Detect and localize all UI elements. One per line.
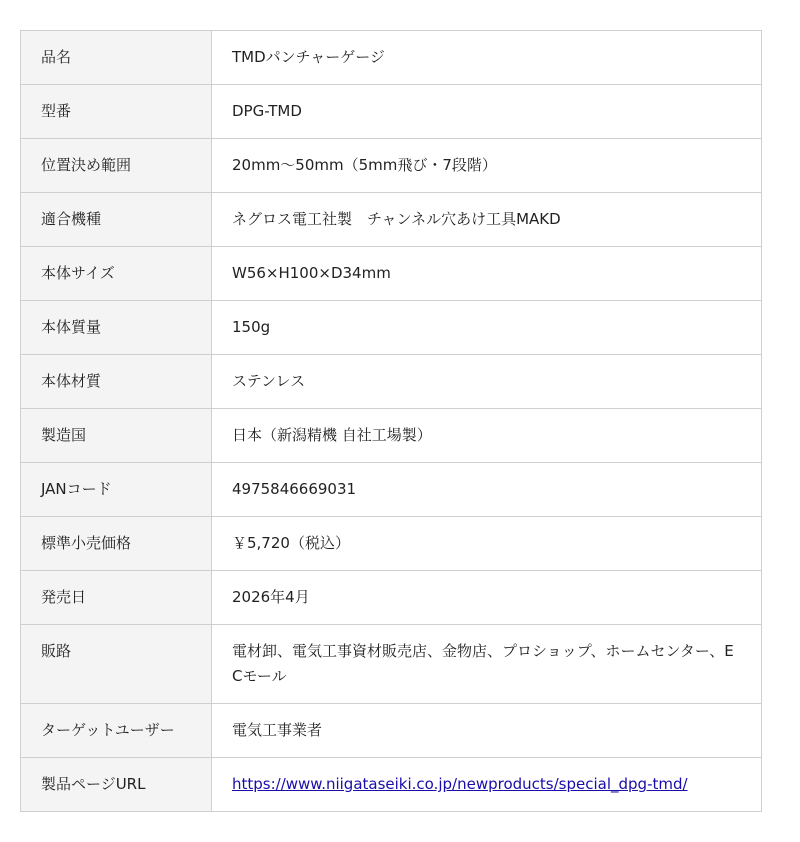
table-row — [21, 758, 762, 812]
table-row — [21, 355, 762, 409]
row-label: 販路 — [21, 625, 212, 704]
product-page-link[interactable]: https://www.niigataseiki.co.jp/newproducts/special_dpg-tmd/ — [232, 775, 688, 793]
row-label: 本体材質 — [21, 355, 212, 409]
row-value: 日本（新潟精機 自社工場製） — [212, 409, 762, 463]
row-value: ￥5,720（税込） — [212, 517, 762, 571]
row-value: 電気工事業者 — [212, 704, 762, 758]
row-label: 製造国 — [21, 409, 212, 463]
table-row — [21, 625, 762, 704]
table-row — [21, 31, 762, 85]
row-label: 本体質量 — [21, 301, 212, 355]
table-row — [21, 517, 762, 571]
row-label: 適合機種 — [21, 193, 212, 247]
row-value: 4975846669031 — [212, 463, 762, 517]
row-label: JANコード — [21, 463, 212, 517]
product-spec-table — [20, 30, 762, 812]
row-value: 20mm～50mm（5mm飛び・7段階） — [212, 139, 762, 193]
table-row — [21, 85, 762, 139]
table-row — [21, 704, 762, 758]
row-label: 品名 — [21, 31, 212, 85]
row-label: 標準小売価格 — [21, 517, 212, 571]
table-row — [21, 463, 762, 517]
row-value: DPG-TMD — [212, 85, 762, 139]
row-label: 型番 — [21, 85, 212, 139]
row-label: ターゲットユーザー — [21, 704, 212, 758]
row-value: ステンレス — [212, 355, 762, 409]
row-value: TMDパンチャーゲージ — [212, 31, 762, 85]
row-label: 位置決め範囲 — [21, 139, 212, 193]
row-value: 2026年4月 — [212, 571, 762, 625]
row-label: 製品ページURL — [21, 758, 212, 812]
table-row — [21, 571, 762, 625]
table-row — [21, 301, 762, 355]
row-label: 本体サイズ — [21, 247, 212, 301]
row-value: 電材卸、電気工事資材販売店、金物店、プロショップ、ホームセンター、ECモール — [212, 625, 762, 704]
row-label: 発売日 — [21, 571, 212, 625]
table-row — [21, 139, 762, 193]
row-value: W56×H100×D34mm — [212, 247, 762, 301]
row-value — [212, 758, 762, 812]
row-value: 150g — [212, 301, 762, 355]
row-value: ネグロス電工社製 チャンネル穴あけ工具MAKD — [212, 193, 762, 247]
table-row — [21, 193, 762, 247]
table-row — [21, 247, 762, 301]
table-row — [21, 409, 762, 463]
